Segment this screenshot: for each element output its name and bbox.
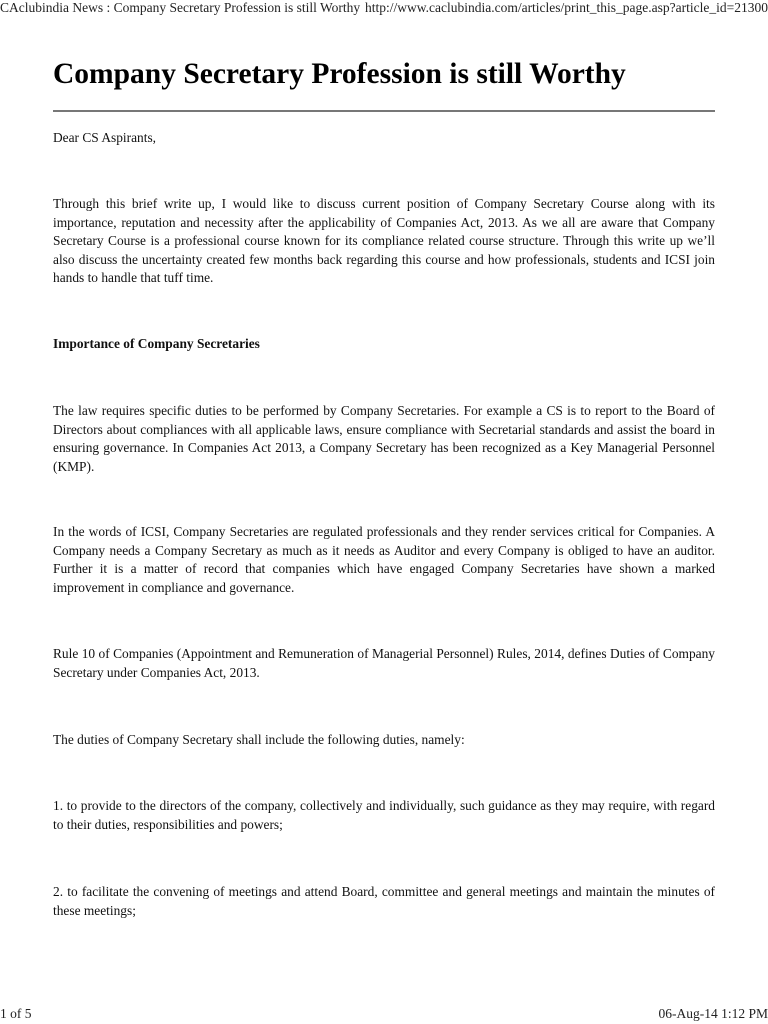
title-divider [53, 110, 715, 112]
print-header-url: http://www.caclubindia.com/articles/print_this_page.asp?article_id=21300 [364, 0, 768, 15]
duty-item-1: 1. to provide to the directors of the company, collectively and individually, such guidance as they may require, with regard to their duties, responsibilities and powers; [53, 798, 715, 832]
paragraph-duties-intro: The duties of Company Secretary shall include the following duties, namely: [53, 732, 465, 747]
article-title: Company Secretary Profession is still Worthy [53, 58, 626, 90]
salutation: Dear CS Aspirants, [53, 130, 157, 145]
intro-paragraph: Through this brief write up, I would like to discuss current position of Company Secretary Course along with its importance, reputation and necessity after the applicability of Companies Act, 2013. As we all are aware that Company Secretary Course is a professional course known for its compliance related course structure. Through this write up we’ll also discuss the uncertainty created few months back regarding this course and how professionals, students and ICSI join hands to handle that tuff time. [53, 196, 715, 286]
print-header-title: CAclubindia News : Company Secretary Profession is still Worthy [0, 0, 361, 15]
paragraph-duties: The law requires specific duties to be performed by Company Secretaries. For example a CS is to report to the Board of Directors about compliances with all applicable laws, ensure compliance with Secretarial standards and assist the board in ensuring governance. In Companies Act 2013, a Company Secretary has been recognized as a Key Managerial Personnel (KMP). [53, 403, 715, 474]
paragraph-icsi: In the words of ICSI, Company Secretaries are regulated professionals and they render services critical for Companies. A Company needs a Company Secretary as much as it needs as Auditor and every Company is obliged to have an auditor. Further it is a matter of record that companies which have engaged Company Secretaries have shown a marked improvement in compliance and governance. [53, 524, 715, 595]
duty-item-2: 2. to facilitate the convening of meetings and attend Board, committee and general meetings and maintain the minutes of these meetings; [53, 884, 715, 918]
print-datetime: 06-Aug-14 1:12 PM [658, 1006, 768, 1021]
section-heading: Importance of Company Secretaries [53, 336, 260, 351]
page-number: 1 of 5 [0, 1006, 32, 1021]
paragraph-rule-10: Rule 10 of Companies (Appointment and Remuneration of Managerial Personnel) Rules, 2014, defines Duties of Company Secretary under Companies Act, 2013. [53, 646, 715, 680]
